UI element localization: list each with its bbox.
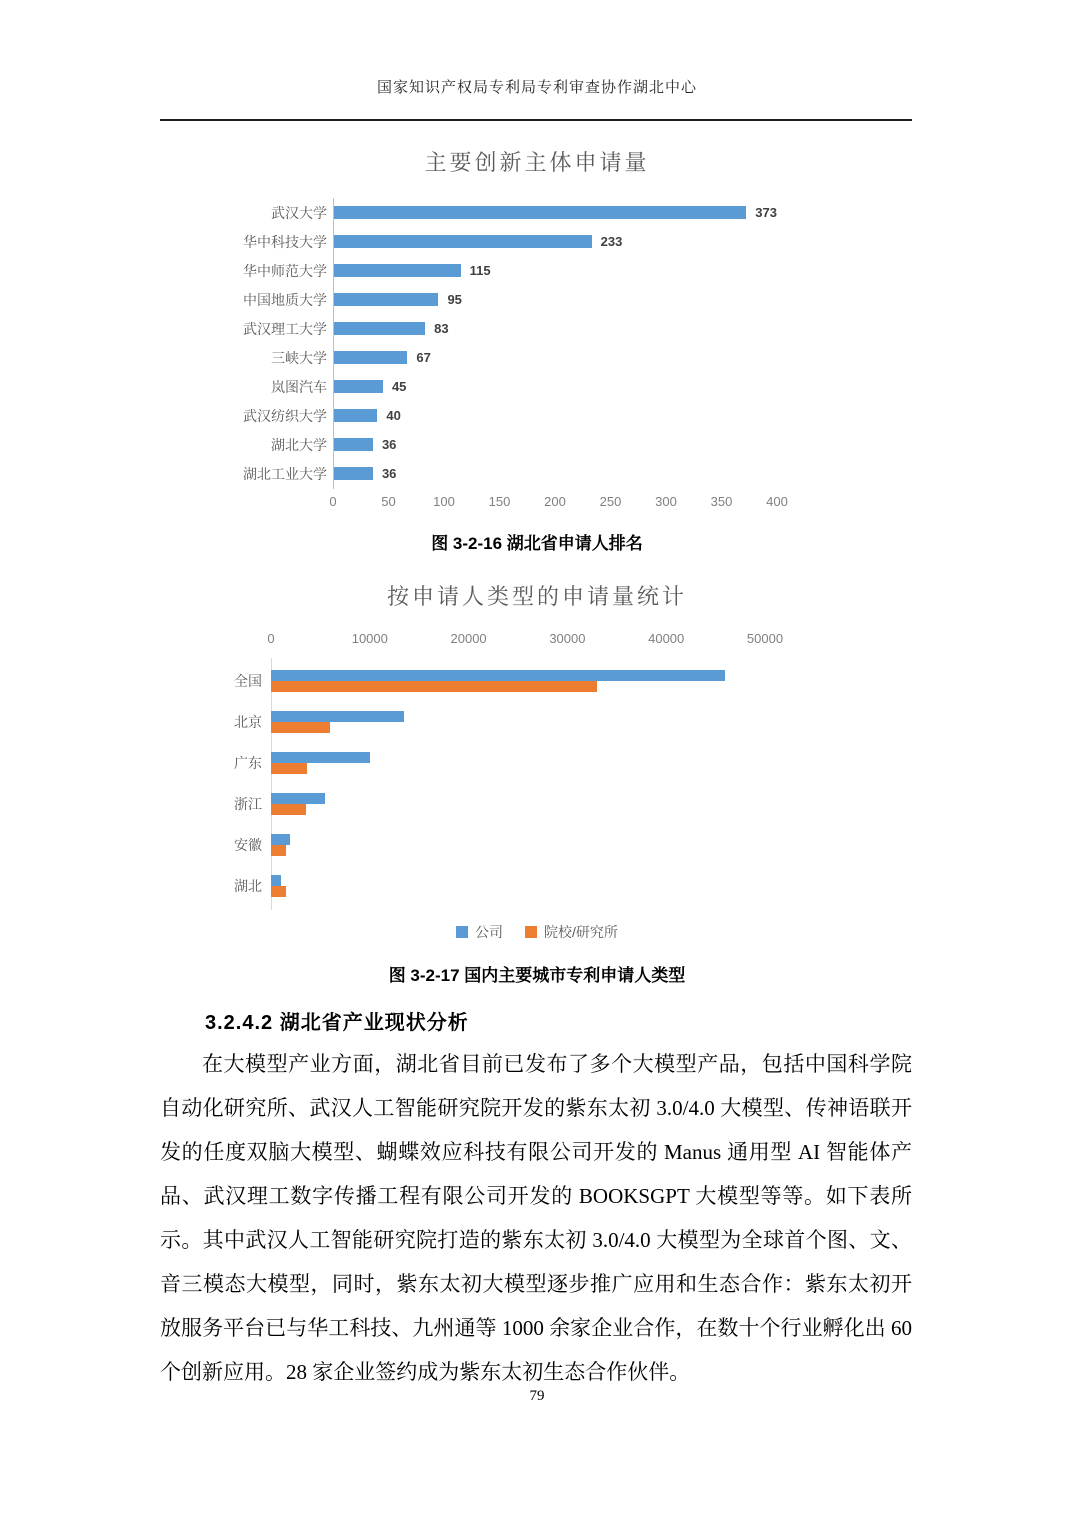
chart1-bar: [333, 467, 373, 480]
chart1-bar-row: [203, 343, 863, 372]
legend-swatch-icon: [456, 926, 468, 938]
chart1-x-tick: 400: [766, 494, 788, 509]
chart2-bar-company: [271, 752, 370, 763]
chart1-category-label: 湖北工业大学: [243, 465, 327, 482]
page-header-text: 国家知识产权局专利局专利审查协作湖北中心: [376, 80, 697, 96]
chart2-bar-institute: [271, 845, 286, 856]
chart1-value-label: 40: [386, 408, 401, 423]
chart1-bar-area: [333, 322, 777, 335]
chart1-category-label: 岚图汽车: [271, 378, 327, 395]
chart2-bar-institute: [271, 722, 330, 733]
chart1-bar-row: [203, 430, 863, 459]
chart1-category-label: 三峡大学: [271, 349, 327, 366]
chart2-x-tick: 30000: [549, 631, 586, 646]
chart1-bar-area: [333, 235, 777, 248]
chart1-bar-row: [203, 314, 863, 343]
legend-label: 公司: [475, 924, 504, 940]
chart1-x-tick: 250: [599, 494, 622, 509]
section-heading: 3.2.4.2 湖北省产业现状分析: [205, 1012, 469, 1034]
body-paragraph: 在大模型产业方面，湖北省目前已发布了多个大模型产品，包括中国科学院自动化研究所、武汉人工智能研究院开发的紫东太初 3.0/4.0 大模型、传神语联开发的任度双脑大模型、蝴蝶效应科技有限公司开发的 Manus 通用型 AI 智能体产品、武汉理工数字传播工程有限公司开发的 BOOKSGPT 大模型等等。如下表所示。其中武汉人工智能研究院打造的紫东太初 3.0/4.0 大模型为全球首个图、文、音三模态大模型，同时，紫东太初大模型逐步推广应用和生态合作：紫东太初开放服务平台已与华工科技、九州通等 1000 余家企业合作，在数十个行业孵化出 60 个创新应用。28 家企业签约成为紫东太初生态合作伙伴。: [160, 1052, 912, 1384]
chart1-bar: [333, 322, 425, 335]
chart1-x-tick: 100: [433, 494, 455, 509]
chart1-category-label: 湖北大学: [271, 436, 327, 453]
chart1-bar-row: [203, 372, 863, 401]
page-number: 79: [529, 1388, 545, 1404]
legend-swatch-icon: [525, 926, 537, 938]
chart2-x-axis: [267, 631, 784, 649]
chart1-bar-row: [203, 285, 863, 314]
chart2-bar-group: [271, 875, 765, 897]
chart2-bar-row: [159, 742, 779, 783]
chart1-x-tick: 0: [329, 494, 337, 509]
chart2-x-tick: 0: [267, 631, 275, 646]
chart2-bar-group: [271, 670, 765, 692]
chart2-category-label: 全国: [234, 672, 262, 689]
chart1-x-tick: 300: [655, 494, 677, 509]
chart1-bar-row: [203, 401, 863, 430]
chart1-bar: [333, 409, 377, 422]
chart2-x-tick: 10000: [351, 631, 388, 646]
chart1-bar-area: [333, 438, 777, 451]
chart1-bar: [333, 206, 746, 219]
chart1-bar: [333, 380, 383, 393]
chart2-bar-institute: [271, 763, 307, 774]
chart2-x-tick: 20000: [450, 631, 487, 646]
chart1-value-label: 233: [600, 234, 623, 249]
chart2-bar-company: [271, 875, 281, 886]
chart1-value-label: 67: [416, 350, 431, 365]
chart1-plot: [203, 198, 863, 488]
chart1-bar-area: [333, 351, 777, 364]
chart1-bar-row: [203, 227, 863, 256]
chart2-bar-institute: [271, 886, 286, 897]
chart2-bar-company: [271, 834, 290, 845]
chart2-category-label: 北京: [234, 713, 262, 730]
chart2-bar-group: [271, 834, 765, 856]
chart1-bar-area: [333, 380, 777, 393]
chart1-bar-area: [333, 264, 777, 277]
chart2-bar-company: [271, 711, 404, 722]
chart1-category-label: 武汉理工大学: [243, 320, 327, 337]
chart2-bar-row: [159, 824, 779, 865]
chart1-x-tick: 50: [381, 494, 396, 509]
chart1-value-label: 45: [391, 379, 407, 394]
chart1-category-label: 华中师范大学: [243, 262, 327, 279]
legend-label: 院校/研究所: [544, 924, 618, 940]
chart1-axis-line: [333, 198, 334, 489]
chart1-bar: [333, 235, 592, 248]
chart2-x-tick: 50000: [746, 631, 784, 646]
chart1-value-label: 373: [755, 205, 777, 220]
figure-caption-3-2-17: 图 3-2-17 国内主要城市专利申请人类型: [388, 966, 686, 985]
chart2-bar-row: [159, 660, 779, 701]
chart1-x-tick: 350: [710, 494, 733, 509]
legend-item: [525, 922, 618, 942]
chart1-category-label: 武汉大学: [271, 204, 327, 221]
chart1-x-tick: 200: [544, 494, 566, 509]
chart2-bar-institute: [271, 681, 597, 692]
chart1-x-tick: 150: [488, 494, 511, 509]
chart2-bar-row: [159, 865, 779, 906]
chart1-category-label: 华中科技大学: [243, 233, 327, 250]
chart2-x-tick: 40000: [648, 631, 685, 646]
chart1-value-label: 36: [381, 466, 397, 481]
chart1-bar-row: [203, 459, 863, 488]
chart1-x-axis: [329, 494, 788, 512]
chart1-bar: [333, 351, 407, 364]
chart2-bar-institute: [271, 804, 306, 815]
chart2-legend: [0, 922, 1074, 942]
figure-caption-3-2-16: 图 3-2-16 湖北省申请人排名: [431, 534, 643, 553]
chart2-category-label: 浙江: [234, 795, 262, 812]
chart1-value-label: 115: [469, 263, 491, 278]
chart1-category-label: 武汉纺织大学: [243, 407, 327, 424]
chart2-bar-company: [271, 670, 725, 681]
legend-item: [456, 922, 503, 942]
chart1-value-label: 83: [434, 321, 449, 336]
chart2-bar-group: [271, 752, 765, 774]
chart2-bar-group: [271, 793, 765, 815]
chart1-bar: [333, 438, 373, 451]
chart2-category-label: 广东: [234, 754, 262, 771]
chart2-bar-row: [159, 701, 779, 742]
chart1-bar-area: [333, 293, 777, 306]
chart1-bar-row: [203, 256, 863, 285]
chart1-bar-area: [333, 409, 777, 422]
chart2-bar-company: [271, 793, 325, 804]
chart1-bar: [333, 293, 438, 306]
chart1-bar-area: [333, 206, 777, 219]
chart2-title: 按申请人类型的申请量统计: [386, 584, 687, 609]
chart2-bar-group: [271, 711, 765, 733]
chart1-bar-row: [203, 198, 863, 227]
chart1-value-label: 95: [447, 292, 462, 307]
chart2-category-label: 湖北: [234, 877, 262, 894]
chart1-category-label: 中国地质大学: [243, 291, 327, 308]
chart1-bar-area: [333, 467, 777, 480]
chart1-value-label: 36: [381, 437, 397, 452]
header-rule: [160, 119, 912, 121]
chart1-title: 主要创新主体申请量: [424, 150, 650, 175]
chart2-category-label: 安徽: [234, 836, 262, 853]
chart1-bar: [333, 264, 461, 277]
chart2-plot: [159, 660, 779, 906]
chart2-bar-row: [159, 783, 779, 824]
